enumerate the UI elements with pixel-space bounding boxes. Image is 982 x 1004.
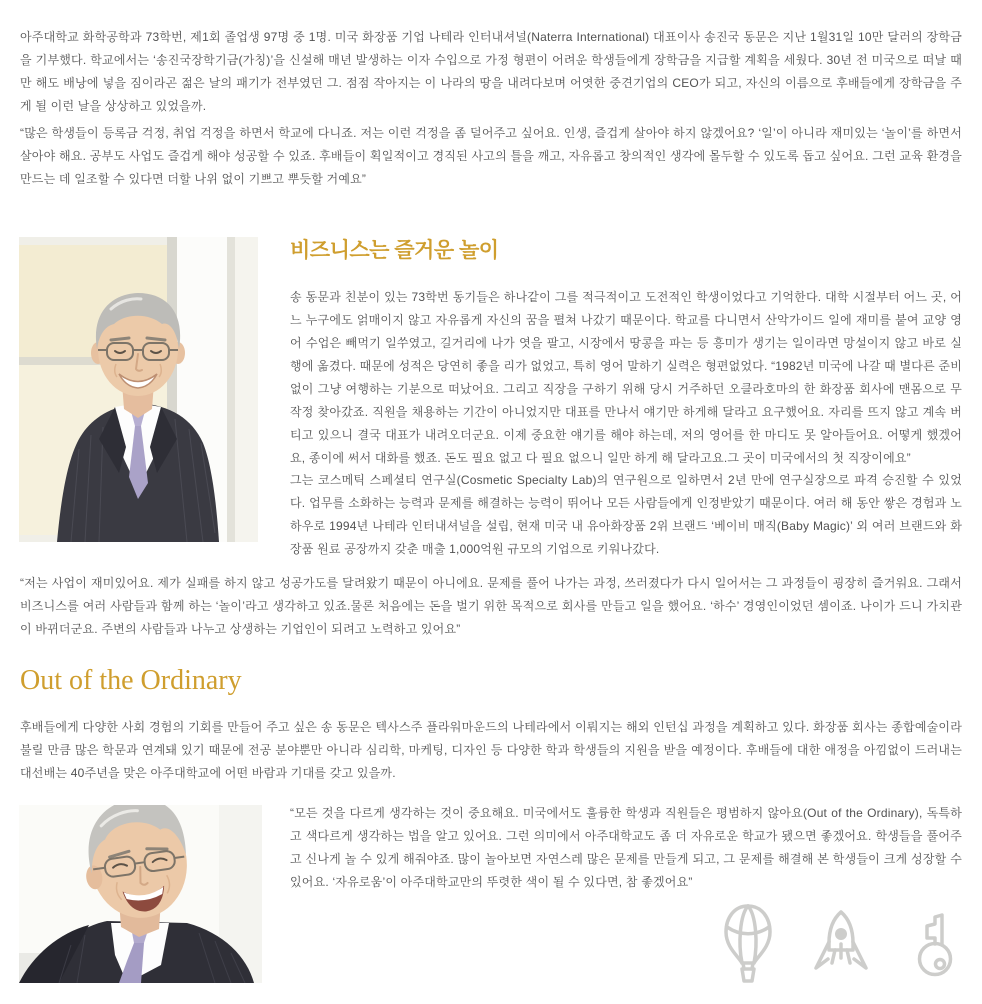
key-icon — [914, 910, 956, 978]
photo-ceo-standing — [19, 237, 258, 542]
closing-quote: “모든 것을 다르게 생각하는 것이 중요해요. 미국에서도 훌륭한 학생과 직원들은 평범하지 않아요(Out of the Ordinary), 독특하고 색다르게 생각하는 법을 알고 있어요. 그런 의미에서 아주대학교도 좀 더 자유로운 학교가 됐으면 좋겠어요. 학생들을 풀어주고 신나게 놀 수 있게 해줘야죠. 많이 놀아보면 자연스레 많은 문제를 만들게 되고, 그 문제를 해결해 본 학생들이 크게 성장할 수 있어요. ‘자유로움’이 아주대학교만의 뚜렷한 색이 될 수 있다면, 참 좋겠어요” — [290, 806, 962, 889]
hot-air-balloon-icon — [722, 903, 774, 983]
intro-quote: “많은 학생들이 등록금 걱정, 취업 걱정을 하면서 학교에 다니죠. 저는 이런 걱정을 좀 덜어주고 싶어요. 인생, 즐겁게 살아야 하지 않겠어요? ‘일’이 아니라 재미있는 ‘놀이’를 하면서 살아야 해요. 공부도 사업도 즐겁게 해야 성공할 수 있죠. 후배들이 획일적이고 경직된 사고의 틀을 깨고, 자유롭고 창의적인 생각에 몰두할 수 있도록 돕고 싶어요. 그런 교육 환경을 만드는 데 일조할 수 있다면 더할 나위 없이 기쁘고 뿌듯할 거예요” — [20, 126, 962, 186]
section-play-paragraph-2: 그는 코스메틱 스페셜티 연구실(Cosmetic Specialty Lab)의 연구원으로 일하면서 2년 만에 연구실장으로 파격 승진할 수 있었다. 업무를 소화하는 능력과 문제를 해결하는 능력이 뛰어나 모든 사람들에게 인정받았기 때문이다. 여러 해 동안 쌓은 경험과 노하우로 1994년 나테라 인터내셔널을 설립, 현재 미국 내 유아화장품 2위 브랜드 ‘베이비 매직(Baby Magic)’ 외 여러 브랜드와 화장품 원료 공장까지 갖춘 매출 1,000억원 규모의 기업으로 키워나갔다. — [290, 473, 962, 556]
photo-ceo-laughing — [19, 805, 262, 983]
section-heading-business-play: 비즈니스는 즐거운 놀이 — [290, 239, 499, 262]
portrait-laughing-illustration — [19, 805, 262, 983]
business-quote: “저는 사업이 재미있어요. 제가 실패를 하지 않고 성공가도를 달려왔기 때문이 아니에요. 문제를 풀어 나가는 과정, 쓰러졌다가 다시 일어서는 그 과정들이 굉장히 즐거워요. 그래서 비즈니스를 여러 사람들과 함께 하는 ‘놀이’라고 생각하고 있죠.물론 처음에는 돈을 벌기 위한 목적으로 회사를 만들고 일을 했어요. ‘하수’ 경영인이었던 셈이죠. 나이가 드니 가치관이 바뀌더군요. 주변의 사람들과 나누고 상생하는 기업인이 되려고 노력하고 있어요” — [20, 576, 962, 636]
intro-paragraph: 아주대학교 화학공학과 73학번, 제1회 졸업생 97명 중 1명. 미국 화장품 기업 나테라 인터내셔널(Naterra International) 대표이사 송진국 동문은 지난 1월31일 10만 달러의 장학금을 기부했다. 학교에서는 ‘송진국장학기금(가칭)’을 신설해 매년 발생하는 이자 수입으로 가정 형편이 어려운 학생들에게 장학금을 지급할 계획을 세웠다. 30년 전 미국으로 떠날 때만 해도 배낭에 넣을 짐이라곤 젊은 날의 패기가 전부였던 그. 점점 작아지는 이 나라의 땅을 내려다보며 어엿한 중견기업의 CEO가 되고, 자신의 이름으로 후배들에게 장학금을 주게 될 이런 날을 상상하고 있었을까. — [20, 30, 962, 113]
section-play-paragraph-1: 송 동문과 친분이 있는 73학번 동기들은 하나같이 그를 적극적이고 도전적인 학생이었다고 기억한다. 대학 시절부터 어느 곳, 어느 누구에도 얽매이지 않고 자유롭게 자신의 꿈을 펼쳐 나갔기 때문이다. 학교를 다니면서 산악가이드 일에 재미를 붙여 교양 영어 수업은 빼먹기 일쑤였고, 길거리에 나가 엿을 팔고, 시장에서 땅콩을 파는 등 흥미가 생기는 일이라면 망설이지 않고 바로 실행에 옮겼다. 때문에 성적은 당연히 좋을 리가 없었고, 특히 영어 말하기 실력은 형편없었다. “1982년 미국에 나갈 때 별다른 준비 없이 그냥 여행하는 기분으로 떠났어요. 그리고 직장을 구하기 위해 당시 거주하던 오클라호마의 한 화장품 회사에 맨몸으로 무작정 찾아갔죠. 직원을 채용하는 기간이 아니었지만 대표를 만나서 얘기만 하게해 달라고 요구했어요. 자리를 뜨지 않고 계속 버티고 있으니 결국 대표가 내려오더군요. 이제 중요한 얘기를 해야 하는데, 저의 영어를 한 마디도 못 알아들어요. 어떻게 했겠어요, 종이에 써서 대화를 했죠. 돈도 필요 없고 다 필요 없으니 일만 하게 해 달라고요.그 곳이 미국에서의 첫 직장이에요” — [290, 290, 962, 465]
section-ordinary-paragraph-1: 후배들에게 다양한 사회 경험의 기회를 만들어 주고 싶은 송 동문은 텍사스주 플라워마운드의 나테라에서 이뤄지는 해외 인턴십 과정을 계획하고 있다. 화장품 회사는 종합예술이라 불릴 만큼 많은 학문과 연계돼 있기 때문에 전공 분야뿐만 아니라 심리학, 마케팅, 디자인 등 다양한 학과 학생들의 지원을 받을 예정이다. 후배들에 대한 애정을 아낌없이 드러내는 대선배는 40주년을 맞은 아주대학교에 어떤 바람과 기대를 갖고 있을까. — [20, 720, 962, 780]
section-heading-out-of-the-ordinary: Out of the Ordinary — [20, 665, 242, 696]
portrait-standing-illustration — [19, 237, 258, 542]
rocket-icon — [812, 910, 870, 978]
